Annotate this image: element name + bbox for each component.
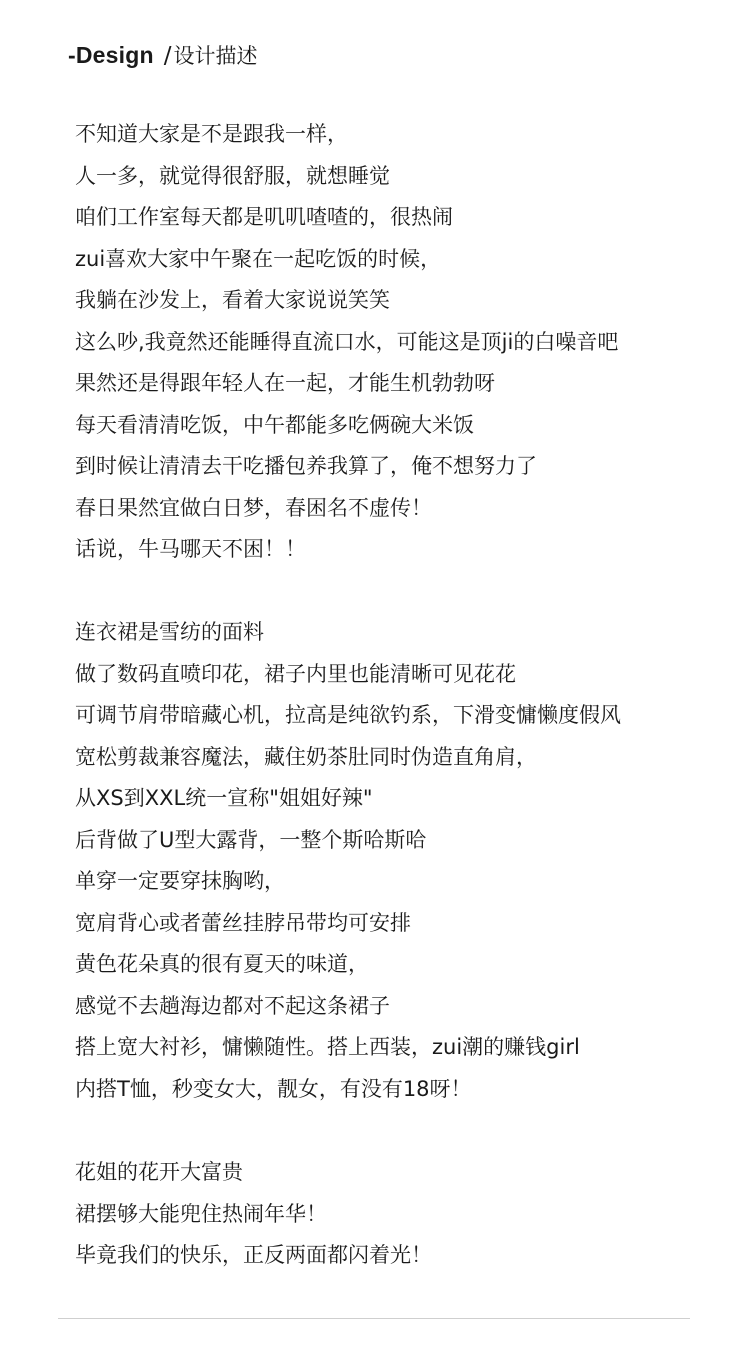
- text-line: 后背做了U型大露背，一整个斯哈斯哈: [75, 827, 427, 852]
- header-title-en: -Design: [68, 42, 154, 68]
- text-line: 不知道大家是不是跟我一样，: [75, 122, 348, 146]
- text-line: 人一多，就觉得很舒服，就想睡觉: [75, 163, 390, 188]
- text-line: zui喜欢大家中午聚在一起吃饭的时候，: [75, 246, 442, 271]
- header-separator: /: [163, 43, 172, 69]
- text-line: 单穿一定要穿抹胸哟，: [75, 869, 285, 893]
- text-line: 宽松剪裁兼容魔法，藏住奶茶肚同时伪造直角肩，: [75, 744, 537, 769]
- text-line: 搭上宽大衬衫，慵懒随性。搭上西装，zui潮的赚钱girl: [75, 1035, 580, 1059]
- paragraph-closing: [75, 1154, 432, 1279]
- text-line: 咱们工作室每天都是叽叽喳喳的，很热闹: [75, 205, 453, 229]
- text-line: 到时候让清清去干吃播包养我算了，俺不想努力了: [75, 454, 537, 478]
- text-line: 感觉不去趟海边都对不起这条裙子: [75, 993, 390, 1018]
- text-line: 每天看清清吃饭，中午都能多吃俩碗大米饭: [75, 412, 474, 437]
- text-line: 连衣裙是雪纺的面料: [75, 620, 264, 644]
- text-line: 我躺在沙发上，看着大家说说笑笑: [75, 288, 390, 312]
- paragraph-product-details: [75, 614, 621, 1112]
- paragraph-intro: [75, 116, 618, 573]
- text-line: 果然还是得跟年轻人在一起，才能生机勃勃呀: [75, 371, 495, 395]
- text-line: 裙摆够大能兜住热闹年华！: [75, 1201, 327, 1226]
- text-line: 做了数码直喷印花，裙子内里也能清晰可见花花: [75, 661, 516, 686]
- text-line: 黄色花朵真的很有夏天的味道，: [75, 952, 369, 976]
- text-line: 可调节肩带暗藏心机，拉高是纯欲钓系，下滑变慵懒度假风: [75, 703, 621, 727]
- text-line: 从XS到XXL统一宣称"姐姐好辣": [75, 786, 373, 810]
- section-header: [68, 40, 258, 74]
- bottom-divider: [58, 1318, 690, 1319]
- text-line: 毕竟我们的快乐，正反两面都闪着光！: [75, 1243, 432, 1267]
- text-line: 内搭T恤，秒变女大，靓女，有没有18呀！: [75, 1076, 472, 1101]
- text-line: 这么吵,我竟然还能睡得直流口水，可能这是顶ji的白噪音吧: [75, 329, 619, 354]
- text-line: 春日果然宜做白日梦，春困名不虚传！: [75, 495, 432, 520]
- header-title-zh: 设计描述: [173, 44, 258, 68]
- text-line: 宽肩背心或者蕾丝挂脖吊带均可安排: [75, 910, 411, 935]
- text-line: 话说，牛马哪天不困！！: [75, 537, 306, 561]
- text-line: 花姐的花开大富贵: [75, 1160, 243, 1184]
